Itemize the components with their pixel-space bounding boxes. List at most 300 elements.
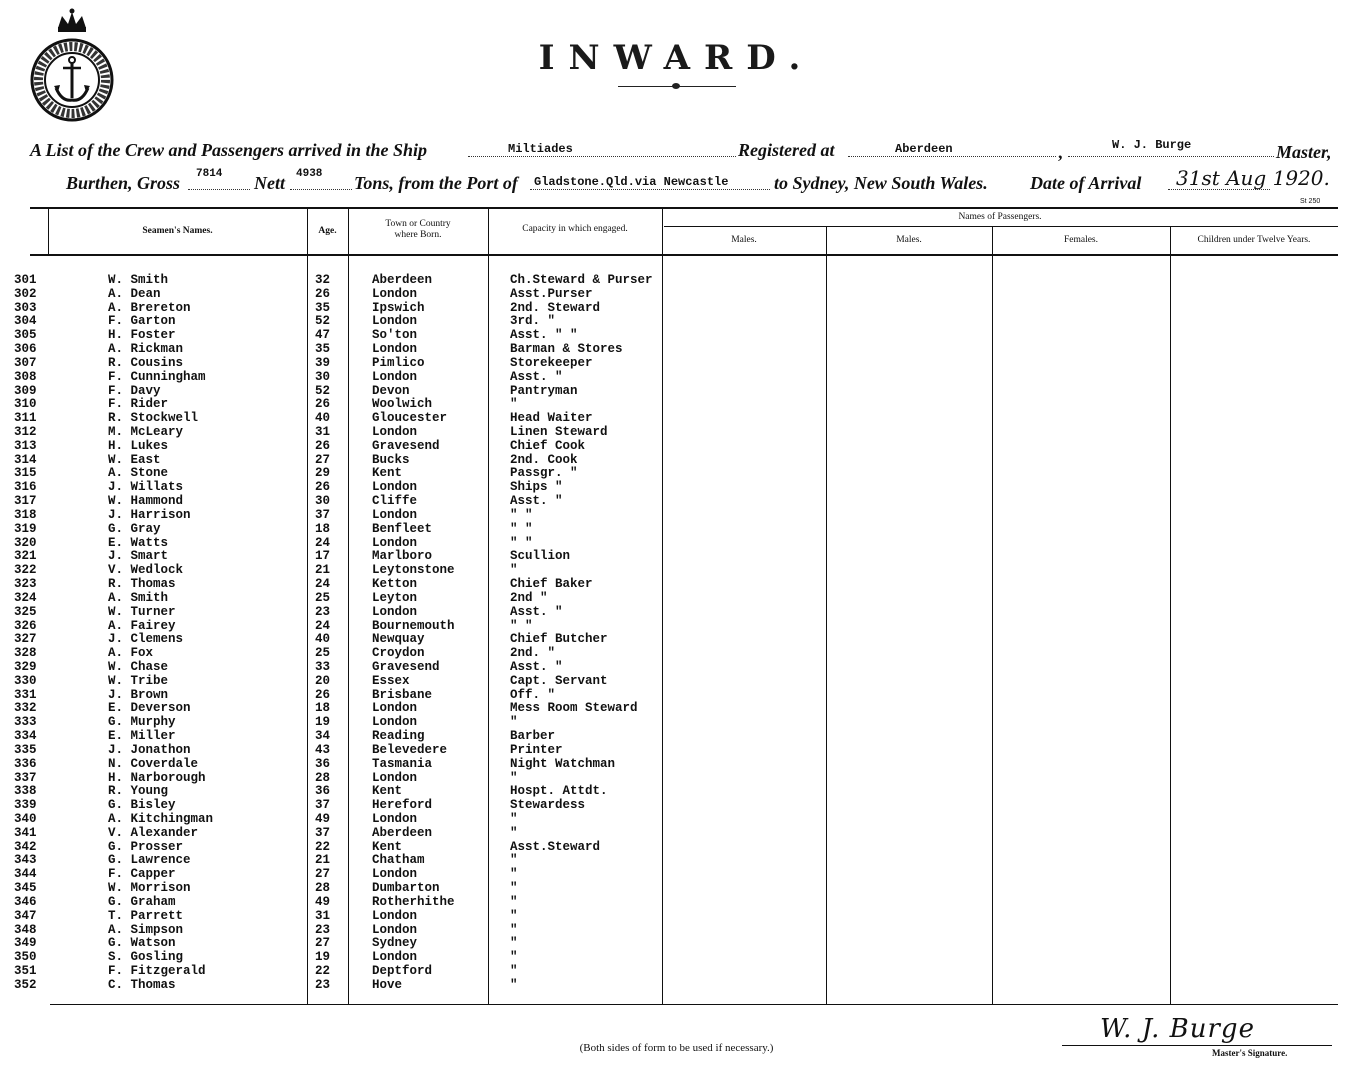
col-header-town-2: where Born. [394,230,442,240]
table-row [0,688,1353,702]
crew-number: 334 [14,729,37,744]
birthplace: London [372,286,418,301]
birthplace: Belevedere [372,742,448,757]
table-row [0,536,1353,550]
seaman-name: A. Stone [108,466,169,481]
table-row [0,508,1353,522]
capacity: Asst. " [510,604,563,619]
crew-number: 344 [14,867,37,882]
capacity: " [510,397,518,412]
birthplace: Marlboro [372,549,433,564]
seaman-name: H. Foster [108,328,176,343]
table-row [0,895,1353,909]
crew-number: 331 [14,687,37,702]
capacity: " [510,964,518,978]
seaman-age: 26 [315,286,331,301]
table-row [0,591,1353,605]
crew-number: 307 [14,355,37,370]
seaman-age: 27 [315,936,331,951]
crew-number: 305 [14,328,37,343]
arrival-label: Date of Arrival [1030,173,1142,193]
crew-number: 303 [14,300,37,315]
capacity: " " [510,535,533,550]
table-row [0,729,1353,743]
table-row [0,812,1353,826]
seaman-name: G. Watson [108,936,176,951]
seaman-name: A. Rickman [108,342,184,357]
birthplace: Deptford [372,964,433,978]
table-row [0,743,1353,757]
seaman-age: 21 [315,563,331,578]
seaman-age: 36 [315,756,331,771]
capacity: Hospt. Attdt. [510,784,608,799]
capacity: 2nd " [510,590,548,605]
capacity: Asst.Steward [510,839,601,854]
seaman-name: G. Gray [108,521,161,536]
table-row [0,632,1353,646]
crew-number: 317 [14,494,37,509]
tons-label: Tons, from the Port of [354,173,518,193]
crew-number: 306 [14,342,37,357]
table-row [0,411,1353,425]
birthplace: Gravesend [372,659,440,674]
seaman-name: C. Thomas [108,977,176,992]
capacity: Ch.Steward & Purser [510,273,653,287]
seaman-age: 25 [315,590,331,605]
seaman-age: 52 [315,383,331,398]
crew-number: 322 [14,563,37,578]
seaman-name: T. Parrett [108,908,184,923]
capacity: " [510,770,518,785]
seaman-name: W. Hammond [108,494,184,509]
birthplace: London [372,314,418,329]
seaman-name: S. Gosling [108,950,184,965]
crew-number: 327 [14,632,37,647]
table-row [0,397,1353,411]
crew-number: 339 [14,798,37,813]
seaman-name: W. Smith [108,273,169,287]
seaman-age: 26 [315,687,331,702]
destination-label: to Sydney, New South Wales. [774,173,988,193]
table-row [0,384,1353,398]
registered-label: Registered at [738,140,835,160]
seaman-age: 17 [315,549,331,564]
seaman-name: G. Prosser [108,839,184,854]
table-row [0,646,1353,660]
registered-port: Aberdeen [895,142,953,156]
seaman-age: 18 [315,701,331,716]
crew-number: 308 [14,369,37,384]
seaman-name: W. Chase [108,659,169,674]
crew-number: 342 [14,839,37,854]
table-row [0,964,1353,978]
list-heading: A List of the Crew and Passengers arrived in the Ship [30,140,428,160]
master-name: W. J. Burge [1112,138,1192,152]
crew-number: 309 [14,383,37,398]
seaman-age: 26 [315,480,331,495]
capacity: " [510,715,518,730]
capacity: " [510,881,518,896]
capacity: 2nd. " [510,646,556,661]
crew-number: 343 [14,853,37,868]
capacity: Head Waiter [510,411,593,426]
burthen-label: Burthen, Gross [66,173,181,193]
birthplace: Gloucester [372,411,448,426]
crew-number: 335 [14,742,37,757]
nett-label: Nett [254,173,285,193]
birthplace: Ketton [372,577,418,592]
crew-number: 330 [14,673,37,688]
table-row [0,715,1353,729]
seaman-age: 30 [315,369,331,384]
birthplace: London [372,922,418,937]
birthplace: Pimlico [372,355,425,370]
crew-number: 325 [14,604,37,619]
seaman-age: 33 [315,659,331,674]
crew-number: 301 [14,273,37,287]
crew-number: 318 [14,507,37,522]
table-top-rule [30,207,1338,209]
seaman-age: 24 [315,618,331,633]
master-signature: W. J. Burge [1100,1014,1255,1044]
birthplace: Gravesend [372,438,440,453]
capacity: " " [510,618,533,633]
birthplace: London [372,342,418,357]
gross-line [188,189,250,190]
birthplace: Croydon [372,646,425,661]
crew-number: 313 [14,438,37,453]
col-header-names: Seamen's Names. [142,226,213,236]
table-row [0,494,1353,508]
seaman-name: A. Simpson [108,922,184,937]
birthplace: Reading [372,729,425,744]
col-header-town-1: Town or Country [385,219,451,229]
crew-number: 328 [14,646,37,661]
gross-tons: 7814 [196,168,223,180]
capacity: Asst. " [510,659,563,674]
capacity: " [510,867,518,882]
seaman-age: 19 [315,715,331,730]
birthplace: Dumbarton [372,881,440,896]
table-row [0,287,1353,301]
crew-number: 332 [14,701,37,716]
table-row [0,370,1353,384]
seaman-age: 37 [315,507,331,522]
seaman-age: 24 [315,577,331,592]
table-row [0,660,1353,674]
birthplace: London [372,770,418,785]
birthplace: Kent [372,784,403,799]
arrival-date: 31st Aug 1920. [1176,166,1330,190]
birthplace: London [372,369,418,384]
crew-number: 345 [14,881,37,896]
seaman-name: F. Davy [108,383,161,398]
seaman-name: A. Brereton [108,300,191,315]
crew-number: 311 [14,411,37,426]
seaman-name: F. Fitzgerald [108,964,206,978]
seaman-name: J. Jonathon [108,742,191,757]
seaman-name: N. Coverdale [108,756,199,771]
capacity: " [510,811,518,826]
seaman-age: 20 [315,673,331,688]
seaman-name: V. Alexander [108,825,199,840]
birthplace: Tasmania [372,756,433,771]
crew-number: 320 [14,535,37,550]
seaman-age: 34 [315,729,331,744]
seaman-name: J. Smart [108,549,169,564]
seaman-age: 28 [315,881,331,896]
capacity: " [510,950,518,965]
seaman-age: 27 [315,867,331,882]
birthplace: Ipswich [372,300,425,315]
birthplace: Hereford [372,798,433,813]
crew-number: 346 [14,894,37,909]
col-header-children: Children under Twelve Years. [1197,235,1311,245]
seaman-name: R. Thomas [108,577,176,592]
seaman-name: F. Rider [108,397,169,412]
birthplace: Leyton [372,590,418,605]
capacity: Night Watchman [510,756,616,771]
table-row [0,549,1353,563]
master-label: Master, [1276,142,1332,162]
birthplace: Leytonstone [372,563,455,578]
seaman-age: 23 [315,977,331,992]
birthplace: London [372,867,418,882]
table-row [0,480,1353,494]
capacity: " " [510,521,533,536]
col-header-females: Females. [1063,235,1099,245]
table-row [0,674,1353,688]
crew-number: 326 [14,618,37,633]
seaman-name: W. Morrison [108,881,191,896]
seaman-name: G. Graham [108,894,176,909]
passenger-subheader-rule [664,226,1338,227]
page-title: INWARD. [538,38,815,78]
capacity: Pantryman [510,383,578,398]
seaman-age: 40 [315,632,331,647]
capacity: Barber [510,729,556,744]
seaman-name: F. Capper [108,867,176,882]
birthplace: So'ton [372,328,418,343]
capacity: Mess Room Steward [510,701,638,716]
table-row [0,342,1353,356]
crew-number: 336 [14,756,37,771]
seaman-name: R. Cousins [108,355,184,370]
capacity: " [510,825,518,840]
table-bottom-rule [50,1004,1338,1005]
crew-number: 310 [14,397,37,412]
crew-number: 315 [14,466,37,481]
crew-number: 333 [14,715,37,730]
capacity: Asst. " " [510,328,578,343]
crew-number: 352 [14,977,37,992]
seaman-age: 32 [315,273,331,287]
capacity: Stewardess [510,798,586,813]
seaman-age: 35 [315,342,331,357]
seaman-name: A. Dean [108,286,161,301]
table-row [0,522,1353,536]
crew-number: 347 [14,908,37,923]
capacity: 2nd. Steward [510,300,601,315]
capacity: Chief Butcher [510,632,608,647]
birthplace: London [372,535,418,550]
capacity: 3rd. " [510,314,556,329]
table-row [0,867,1353,881]
table-row [0,757,1353,771]
seaman-age: 22 [315,964,331,978]
seaman-age: 52 [315,314,331,329]
capacity: Chief Baker [510,577,593,592]
seaman-age: 43 [315,742,331,757]
ship-line [468,156,736,157]
table-header-rule [30,254,1338,256]
birthplace: London [372,950,418,965]
port-line [530,189,770,190]
seaman-age: 37 [315,825,331,840]
seaman-age: 49 [315,894,331,909]
capacity: Chief Cook [510,438,586,453]
birthplace: Chatham [372,853,425,868]
seaman-name: G. Lawrence [108,853,191,868]
crew-number: 321 [14,549,37,564]
birthplace: Bournemouth [372,618,455,633]
crew-number: 329 [14,659,37,674]
seaman-age: 23 [315,604,331,619]
seaman-age: 29 [315,466,331,481]
birthplace: Woolwich [372,397,433,412]
table-row [0,909,1353,923]
crew-number: 349 [14,936,37,951]
crew-number: 351 [14,964,37,978]
seaman-name: J. Harrison [108,507,191,522]
form-number: St 250 [1300,198,1321,205]
birthplace: Hove [372,977,403,992]
seaman-name: R. Young [108,784,169,799]
birthplace: London [372,811,418,826]
seaman-age: 35 [315,300,331,315]
birthplace: Benfleet [372,521,433,536]
seaman-age: 40 [315,411,331,426]
crew-number: 341 [14,825,37,840]
birthplace: London [372,604,418,619]
seaman-name: E. Miller [108,729,176,744]
crew-number: 304 [14,314,37,329]
capacity: " [510,563,518,578]
capacity: Off. " [510,687,556,702]
birthplace: Aberdeen [372,825,433,840]
seaman-age: 37 [315,798,331,813]
seaman-name: A. Fox [108,646,154,661]
seaman-age: 26 [315,438,331,453]
birthplace: Kent [372,466,403,481]
col-header-capacity: Capacity in which engaged. [522,224,628,234]
birthplace: Bucks [372,452,410,467]
col-header-passengers: Names of Passengers. [958,212,1042,222]
seaman-name: A. Fairey [108,618,176,633]
table-row [0,826,1353,840]
registered-line [848,156,1056,157]
birthplace: Cliffe [372,494,418,509]
table-row [0,605,1353,619]
birthplace: Aberdeen [372,273,433,287]
crew-number: 324 [14,590,37,605]
col-header-males-2: Males. [896,235,922,245]
table-row [0,301,1353,315]
comma: , [1058,142,1063,162]
table-row [0,978,1353,992]
capacity: " [510,908,518,923]
departure-port: Gladstone.Qld.via Newcastle [534,175,729,189]
capacity: Asst. " [510,369,563,384]
seaman-name: F. Garton [108,314,176,329]
seaman-age: 28 [315,770,331,785]
birthplace: Kent [372,839,403,854]
seaman-name: A. Smith [108,590,169,605]
seaman-name: G. Murphy [108,715,176,730]
seaman-age: 47 [315,328,331,343]
crew-number: 337 [14,770,37,785]
capacity: Passgr. " [510,466,578,481]
seaman-name: W. Tribe [108,673,169,688]
capacity: " [510,894,518,909]
crew-number: 312 [14,425,37,440]
signature-line [1062,1045,1332,1046]
table-row [0,923,1353,937]
title-ornament [672,83,680,89]
capacity: Asst. " [510,494,563,509]
capacity: 2nd. Cook [510,452,578,467]
birthplace: Rotherhithe [372,894,455,909]
seaman-name: M. McLeary [108,425,184,440]
seaman-name: H. Narborough [108,770,206,785]
crew-number: 316 [14,480,37,495]
seaman-age: 31 [315,908,331,923]
crew-number: 340 [14,811,37,826]
table-row [0,577,1353,591]
capacity: Scullion [510,549,571,564]
nett-line [290,189,352,190]
table-row [0,950,1353,964]
seaman-name: V. Wedlock [108,563,184,578]
birthplace: Essex [372,673,410,688]
crew-number: 348 [14,922,37,937]
birthplace: London [372,425,418,440]
capacity: Storekeeper [510,355,593,370]
footer-note: (Both sides of form to be used if necessary.) [579,1042,774,1054]
seaman-name: J. Clemens [108,632,184,647]
capacity: Asst.Purser [510,286,593,301]
seaman-name: J. Brown [108,687,169,702]
seaman-age: 23 [315,922,331,937]
capacity: Capt. Servant [510,673,608,688]
seaman-age: 36 [315,784,331,799]
table-row [0,425,1353,439]
col-header-males-1: Males. [731,235,757,245]
table-row [0,881,1353,895]
seaman-name: W. Turner [108,604,176,619]
seaman-age: 26 [315,397,331,412]
birthplace: London [372,480,418,495]
seaman-age: 18 [315,521,331,536]
birthplace: London [372,908,418,923]
seaman-name: R. Stockwell [108,411,199,426]
crew-number: 338 [14,784,37,799]
seaman-name: E. Deverson [108,701,191,716]
seaman-age: 25 [315,646,331,661]
capacity: " [510,853,518,868]
seaman-age: 19 [315,950,331,965]
capacity: Ships " [510,480,563,495]
